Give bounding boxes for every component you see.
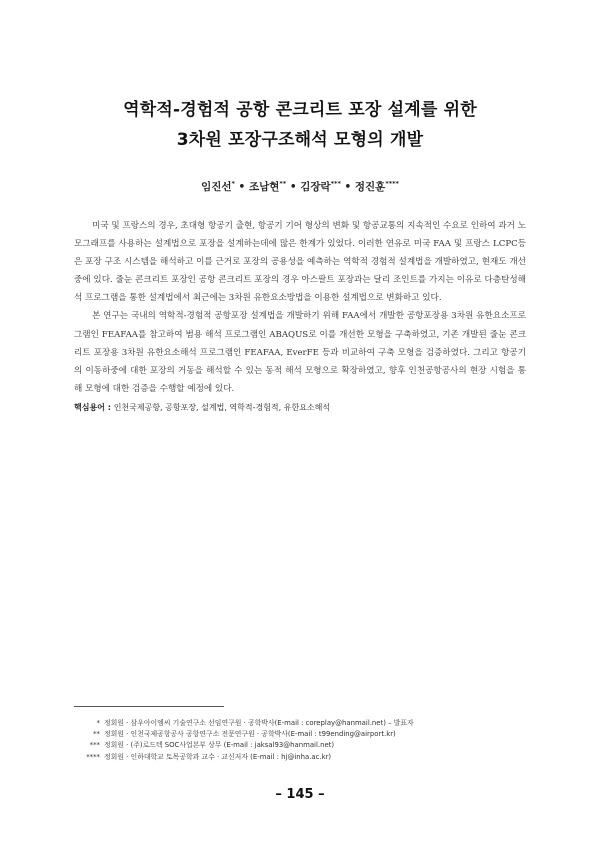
footnotes [74,718,414,763]
footnote-text: 정회원 · 인천국제공항공사 공항연구소 전문연구원 · 공학박사(E-mail : t99ending@airport.kr) [104,730,396,739]
abstract-paragraph: 본 연구는 국내의 역학적-경험적 공항포장 설계법을 개발하기 위해 FAA에서 개발한 공항포장용 3차원 유한요소프로그램인 FEAFAA를 참고하여 범용 해석 프로그램인 ABAQUS로 이를 개선한 모형을 구축하였고, 기존 개발된 줄눈 콘크리트 포장용 3차원 유한요소해석 프로그램인 FEAFAA, EverFE 등과 비교하여 구축 모형을 검증하였다. 그리고 항공기의 이동하중에 대한 포장의 거동을 해석할 수 있는 동적 해석 모형으로 확장하였고, 향후 인천공항공사의 현장 시험을 통해 모형에 대한 검증을 수행할 예정에 있다. [74,311,526,394]
author-separator: • [286,181,301,193]
footnote-mark: *** [89,741,100,750]
author-separator: • [234,181,249,193]
author-separator: • [340,181,355,193]
author-name: 임진선 [201,181,232,193]
abstract-paragraph: 미국 및 프랑스의 경우, 초대형 항공기 출현, 항공기 기어 형상의 변화 및 항공교통의 지속적인 수요로 인하여 과거 노모그래프를 사용하는 설계법으로 포장을 설계하는데에 많은 한계가 있었다. 이러한 연유로 미국 FAA 및 프랑스 LCPC등은 포장 구조 시스템을 해석하고 이를 근거로 포장의 공용성을 예측하는 역학적 경험적 설계법을 개발하였고, 현재도 개선 중에 있다. 줄눈 콘크리트 포장인 공항 콘크리트 포장의 경우 아스팔트 포장과는 달리 조인트를 가지는 이유로 다층탄성해석 프로그램을 통한 설계법에서 최근에는 3차원 유한요소방법을 이용한 설계법으로 변화하고 있다. [74,221,526,304]
footnote [74,718,414,729]
author-list [0,179,600,194]
footnote-mark: ** [93,730,100,739]
keywords [74,402,330,413]
paper-title-line-1: 역학적-경험적 공항 콘크리트 포장 설계를 위한 [123,100,477,120]
footnote-text: 정회원 · 인하대학교 토목공학과 교수 · 교신저자 (E-mail : hj@inha.ac.kr) [104,752,332,761]
keywords-label: 핵심용어 : [74,403,114,412]
paper-title-line-2: 3차원 포장구조해석 모형의 개발 [176,130,424,150]
author-name: 조남현 [248,181,280,193]
author-name: 정진훈 [354,181,386,193]
footnote [74,740,414,751]
keywords-text: 인천국제공항, 공항포장, 설계법, 역학적-경험적, 유한요소해석 [113,403,331,412]
author-name: 김장락 [300,181,331,193]
abstract [74,217,526,398]
footnote-divider [74,706,224,707]
footnote-mark: **** [86,752,100,761]
page-number: – 145 – [275,787,325,802]
author-mark: ** [279,179,287,188]
author-mark: * [231,179,235,188]
footnote-mark: * [96,719,100,727]
footnote [74,752,414,763]
footnote-text: 정회원 · (주)로드텍 SOC사업본부 상무 (E-mail : jaksal93@hanmail.net) [104,741,335,750]
footnote-text: 정회원 · 삼우아이엠씨 기술연구소 선임연구원 · 공학박사(E-mail : coreplay@hanmail.net) – 발표자 [104,719,414,727]
author-mark: *** [330,179,341,188]
author-mark: **** [385,179,399,188]
footnote [74,729,414,740]
